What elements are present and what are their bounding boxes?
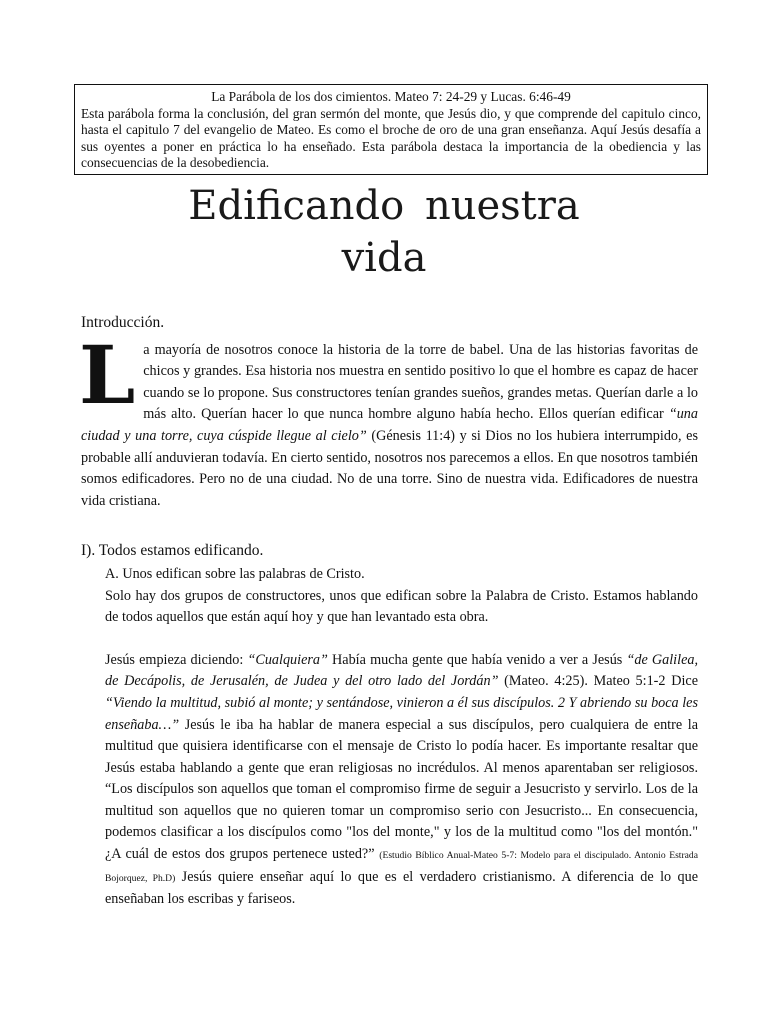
p2-text-d: Jesús le iba ha hablar de manera especial a sus discípulos, pero cualquiera de entre la multitud que quisiera identificarse con el mensaje de Cristo lo podía hacer. Es importante resaltar que Jesús estaba hablando a gente que eran religiosas no incrédulos. Al menos aparentaban ser religiosos. “Los discípulos son aquellos que toman el compromiso firme de seguir a Jesucristo y servirlo. Los de la multitud son aquellos que no quieren tomar un compromiso serio con Jesucristo... En consecuencia, podemos clasificar a los discípulos como "los del monte," y los de la multitud como "los del montón." ¿A cuál de estos dos grupos pertenece usted?” [105, 716, 698, 863]
intro-text-b: (Génesis 11:4) y si Dios no los hubiera interrumpido, es probable allí anduvieran todavía. En cierto sentido, nosotros nos parecemos a ellos. En que nosotros también somos edificadores. Pero no de una ciudad. No de una torre. Sino de nuestra vida. Edificadores de nuestra vida cristiana. [81, 427, 698, 509]
p2-text-e: Jesús quiere enseñar aquí lo que es el verdadero cristianismo. A diferencia de lo que enseñaban los escribas y fariseos. [105, 868, 698, 908]
box-title: La Parábola de los dos cimientos. Mateo 7: 24-29 y Lucas. 6:46-49 [211, 89, 571, 104]
section-body [81, 564, 698, 911]
p2-text-a: Jesús empieza diciendo: [105, 651, 248, 668]
subsection-heading: A. Unos edifican sobre las palabras de Cristo. [105, 565, 365, 582]
page-title [0, 180, 768, 284]
section-heading: I). Todos estamos edificando. [81, 542, 264, 560]
title-line-1: Edificando nuestra [188, 183, 580, 229]
paragraph-1: Solo hay dos grupos de constructores, unos que edifican sobre la Palabra de Cristo. Estamos hablando de todos aquellos que están aquí hoy y que han levantado esta obra. [105, 587, 698, 626]
p2-text-b: Había mucha gente que había venido a ver a Jesús [327, 651, 627, 668]
title-line-2: vida [341, 235, 427, 281]
intro-paragraph [79, 327, 698, 513]
intro-heading: Introducción. [81, 314, 165, 331]
drop-cap: L [79, 327, 136, 422]
intro-quote: “una ciudad y una torre, cuya cúspide llegue al cielo” [81, 406, 698, 444]
p2-text-c: (Mateo. 4:25). Mateo 5:1-2 Dice [498, 673, 698, 690]
p2-quote-2: “de Galilea, de Decápolis, de Jerusalén, de Judea y del otro lado del Jordán” [105, 651, 699, 690]
box-text: Esta parábola forma la conclusión, del gran sermón del monte, que Jesús dio, y que comprende del capitulo cinco, hasta el capitulo 7 del evangelio de Mateo. Es como el broche de oro de una gran enseñanza. Aquí Jesús desafía a sus oyentes a poner en práctica lo ha enseñado. Esta parábola destaca la importancia de la obediencia y las consecuencias de la desobediencia. [81, 105, 701, 171]
intro-text-a: a mayoría de nosotros conoce la historia de la torre de babel. Una de las historias favoritas de chicos y grandes. Esa historia nos muestra en sentido positivo lo que el hombre es capaz de hacer cuando se lo propone. Sus constructores tenían grandes sueños, grandes metas. Querían darle a lo más alto. Querían hacer lo que nunca hombre alguno había hecho. Ellos querían edificar [143, 341, 698, 423]
citation: (Estudio Bíblico Anual-Mateo 5-7: Modelo para el discipulado. Antonio Estrada Bojorquez, Ph.D) [105, 850, 698, 884]
p2-quote-3: “Viendo la multitud, subió al monte; y sentándose, vinieron a él sus discípulos. 2 Y abriendo su boca les enseñaba…” [105, 694, 698, 733]
p2-quote-1: “Cualquiera” [247, 651, 328, 668]
document-body [81, 312, 698, 911]
summary-box [74, 84, 708, 175]
paragraph-2 [105, 650, 698, 911]
